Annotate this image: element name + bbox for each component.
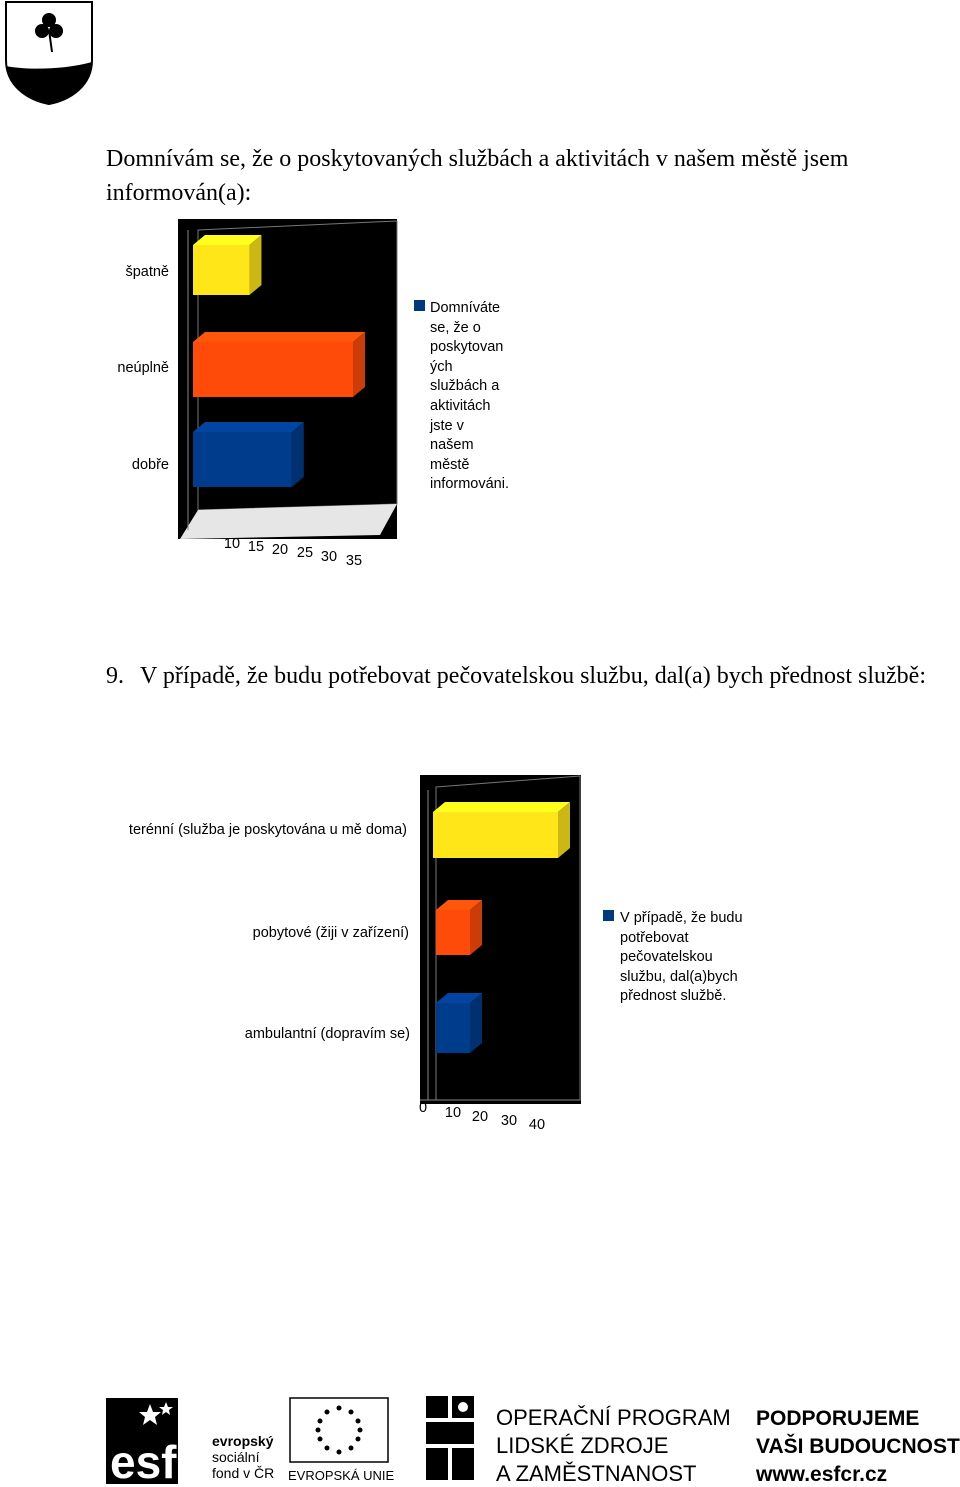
eu-label: EVROPSKÁ UNIE bbox=[288, 1468, 395, 1483]
esf-logo bbox=[106, 1398, 274, 1487]
x-tick-label: 20 bbox=[271, 542, 289, 558]
legend-1-line: městě bbox=[430, 456, 470, 473]
legend-2-label bbox=[620, 909, 780, 1007]
bar-1 bbox=[436, 900, 482, 955]
slogan-web: www.esfcr.cz bbox=[756, 1463, 888, 1486]
question-8-heading: Domnívám se, že o poskytovaných službách a aktivitách v našem městě jsem informován(a): bbox=[106, 146, 849, 206]
footer-logos bbox=[0, 1390, 960, 1487]
esf-word-1: evropský bbox=[212, 1433, 274, 1449]
x-tick-label: 0 bbox=[418, 1100, 428, 1116]
eu-logo bbox=[288, 1398, 395, 1483]
legend-1-line: Domníváte bbox=[430, 300, 501, 316]
slogan-line-1: PODPORUJEME bbox=[756, 1407, 920, 1430]
bar-0 bbox=[433, 802, 570, 858]
category-label: dobře bbox=[131, 457, 169, 473]
legend-1-line: našem bbox=[430, 437, 474, 454]
op-logo bbox=[426, 1396, 731, 1486]
legend-1-line: poskytovan bbox=[430, 339, 504, 356]
esf-word-2: sociální bbox=[212, 1449, 260, 1465]
legend-1-line: se, že o bbox=[430, 319, 481, 336]
op-line-3: A ZAMĚSTNANOST bbox=[496, 1461, 697, 1486]
svg-text:esf: esf bbox=[110, 1436, 177, 1487]
slogan-line-2: VAŠI BUDOUCNOST bbox=[756, 1435, 960, 1458]
x-tick-label: 20 bbox=[471, 1109, 489, 1125]
question-9-heading: V případě, že budu potřebovat pečovatelskou službu, dal(a) bych přednost službě: bbox=[140, 663, 926, 689]
legend-2-line: potřebovat bbox=[620, 929, 689, 946]
x-tick-label: 10 bbox=[223, 536, 241, 552]
bar-2 bbox=[436, 993, 482, 1053]
x-tick-label: 15 bbox=[247, 539, 265, 555]
x-tick-label: 30 bbox=[320, 549, 338, 565]
x-tick-label: 40 bbox=[528, 1117, 546, 1133]
legend-1-line: informováni. bbox=[430, 476, 509, 493]
slogan bbox=[755, 1407, 960, 1486]
op-line-2: LIDSKÉ ZDROJE bbox=[496, 1433, 669, 1458]
x-tick-label: 10 bbox=[444, 1105, 462, 1121]
legend-2-line: pečovatelskou bbox=[620, 949, 713, 966]
question-9-number: 9. bbox=[106, 663, 124, 689]
x-tick-label: 30 bbox=[500, 1113, 518, 1129]
op-line-1: OPERAČNÍ PROGRAM bbox=[496, 1405, 731, 1430]
category-label: neúplně bbox=[117, 360, 169, 376]
legend-1-line: jste v bbox=[430, 417, 464, 434]
legend-2-line: službu, dal(a)bych bbox=[620, 968, 738, 985]
legend-1-line: ých bbox=[430, 358, 453, 375]
category-label: terénní (služba je poskytována u mě doma) bbox=[128, 822, 407, 838]
legend-1-line: službách a bbox=[430, 378, 500, 395]
category-label: pobytové (žiji v zařízení) bbox=[252, 925, 409, 941]
legend-2-swatch bbox=[603, 910, 614, 921]
legend-2-line: V případě, že budu bbox=[620, 910, 743, 926]
category-label: špatně bbox=[125, 264, 169, 280]
x-tick-label: 25 bbox=[296, 545, 314, 561]
esf-word-3: fond v ČR bbox=[212, 1465, 275, 1481]
category-label: ambulantní (dopravím se) bbox=[244, 1026, 410, 1042]
legend-1-line: aktivitách bbox=[430, 397, 491, 414]
legend-2-line: přednost službě. bbox=[620, 988, 727, 1005]
x-tick-label: 35 bbox=[345, 553, 363, 569]
